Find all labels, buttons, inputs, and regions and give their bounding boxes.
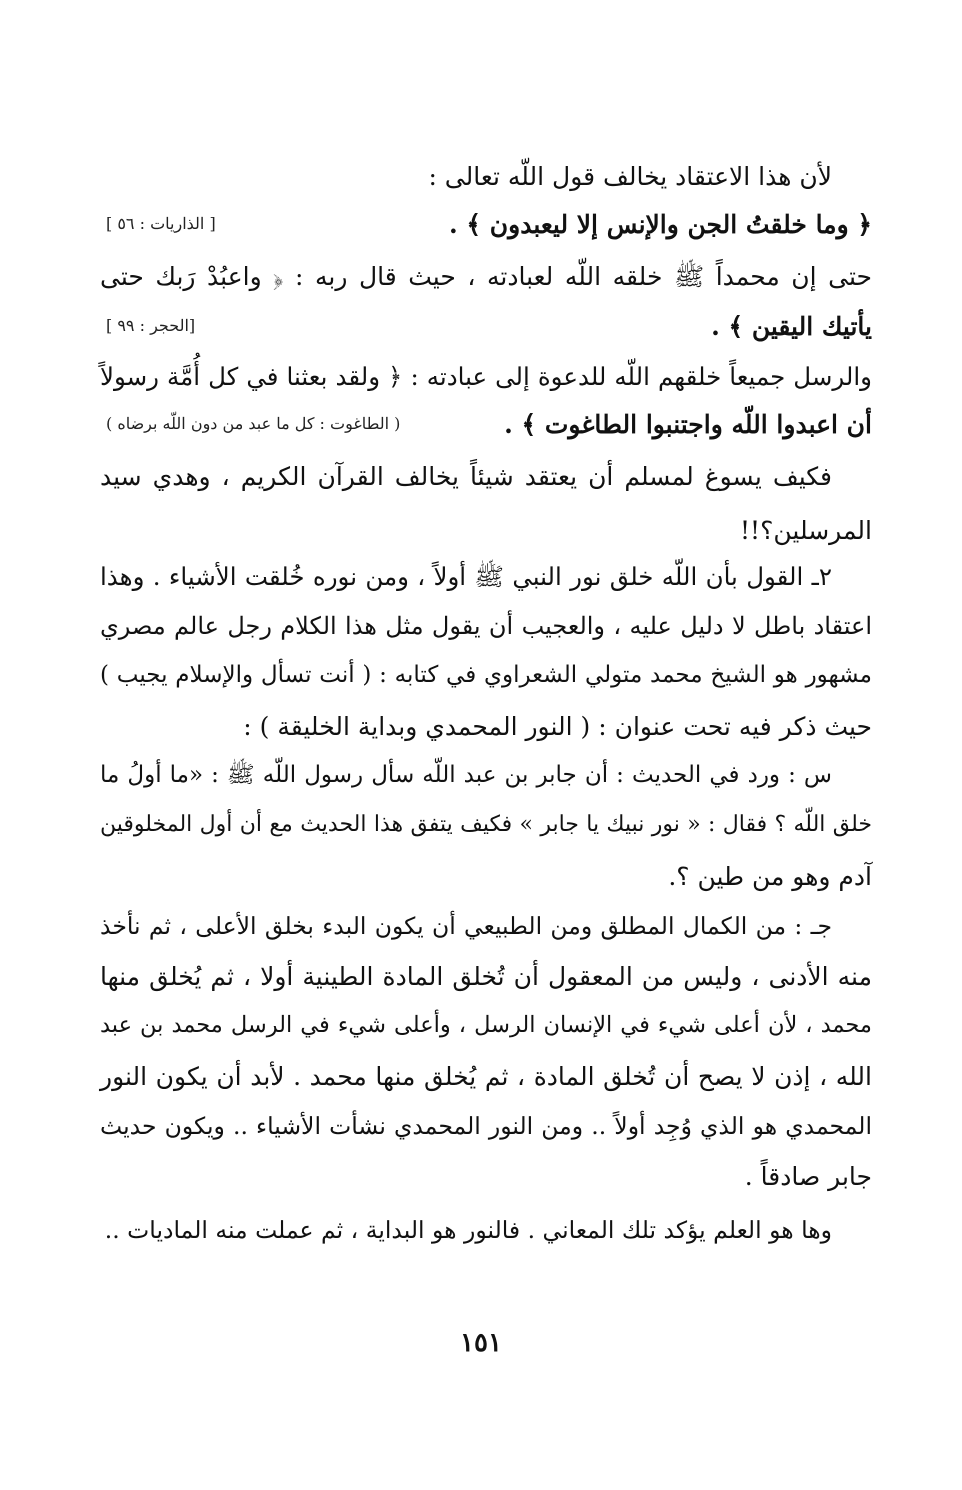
footnote-definition: ( الطاغوت : كل ما عبد من دون اللّه برضاه )	[106, 414, 401, 433]
text-line: ٢ـ القول بأن اللّه خلق نور النبي ﷺ أولاً ، ومن نوره خُلقت الأشياء . وهذا	[100, 562, 832, 591]
page-number: ١٥١	[460, 1328, 502, 1358]
quran-verse-line: أن اعبدوا اللّه واجتنبوا الطاغوت ﴾ .	[504, 410, 872, 439]
text-line: والرسل جميعاً خلقهم اللّه للدعوة إلى عبادته : ﴿ ولقد بعثنا في كل أُمَّة رسولاً	[100, 362, 872, 391]
text-line: جـ : من الكمال المطلق ومن الطبيعي أن يكون البدء بخلق الأعلى ، ثم نأخذ	[100, 912, 832, 940]
verse-reference: [الحجر : ٩٩ ]	[106, 316, 196, 335]
text-line: محمد ، لأن أعلى شيء في الإنسان الرسل ، وأعلى شيء في الرسل محمد بن عبد	[100, 1012, 872, 1038]
text-line: حتى إن محمداً ﷺ خلقه اللّه لعبادته ، حيث قال ربه : ﴿ واعبُدْ رَبك حتى	[100, 262, 872, 291]
text-line: مشهور هو الشيخ محمد متولي الشعراوي في كتابه : ( أنت تسأل والإسلام يجيب )	[100, 662, 872, 688]
text-line: وها هو العلم يؤكد تلك المعاني . فالنور هو البداية ، ثم عملت منه الماديات ..	[104, 1216, 832, 1244]
text-line: حيث ذكر فيه تحت عنوان : ( النور المحمدي وبداية الخليقة ) :	[243, 712, 872, 741]
text-line: خلق اللّه ؟ فقال : « نور نبيك يا جابر » فكيف يتفق هذا الحديث مع أن أول المخلوقين	[100, 812, 872, 837]
text-line: اعتقاد باطل لا دليل عليه ، والعجيب أن يقول مثل هذا الكلام رجل عالم مصري	[100, 612, 872, 640]
text-line: المحمدي هو الذي وُجِد أولاً .. ومن النور المحمدي نشأت الأشياء .. ويكون حديث	[100, 1112, 872, 1140]
text-line: المرسلين؟!!	[740, 516, 872, 545]
verse-reference: [ الذاريات : ٥٦ ]	[106, 214, 216, 233]
text-line: فكيف يسوغ لمسلم أن يعتقد شيئاً يخالف القرآن الكريم ، وهدي سيد	[100, 462, 832, 491]
text-line: منه الأدنى ، وليس من المعقول أن تُخلق المادة الطينية أولا ، ثم يُخلق منها	[100, 962, 872, 991]
text-line: الله ، إذن لا يصح أن تُخلق المادة ، ثم يُخلق منها محمد . لأبد أن يكون النور	[100, 1062, 872, 1091]
text-line: آدم وهو من طين ؟.	[668, 862, 872, 891]
text-line: س : ورد في الحديث : أن جابر بن عبد اللّه سأل رسول اللّه ﷺ : «ما أولُ ما	[100, 762, 832, 788]
quran-verse-line: ﴿ وما خلقتُ الجن والإنس إلا ليعبدون ﴾ .	[449, 210, 872, 239]
text-line: لأن هذا الاعتقاد يخالف قول اللّه تعالى :	[428, 162, 832, 191]
quran-verse-line: يأتيك اليقين ﴾ .	[711, 312, 872, 341]
text-line: جابر صادقاً .	[744, 1162, 872, 1191]
